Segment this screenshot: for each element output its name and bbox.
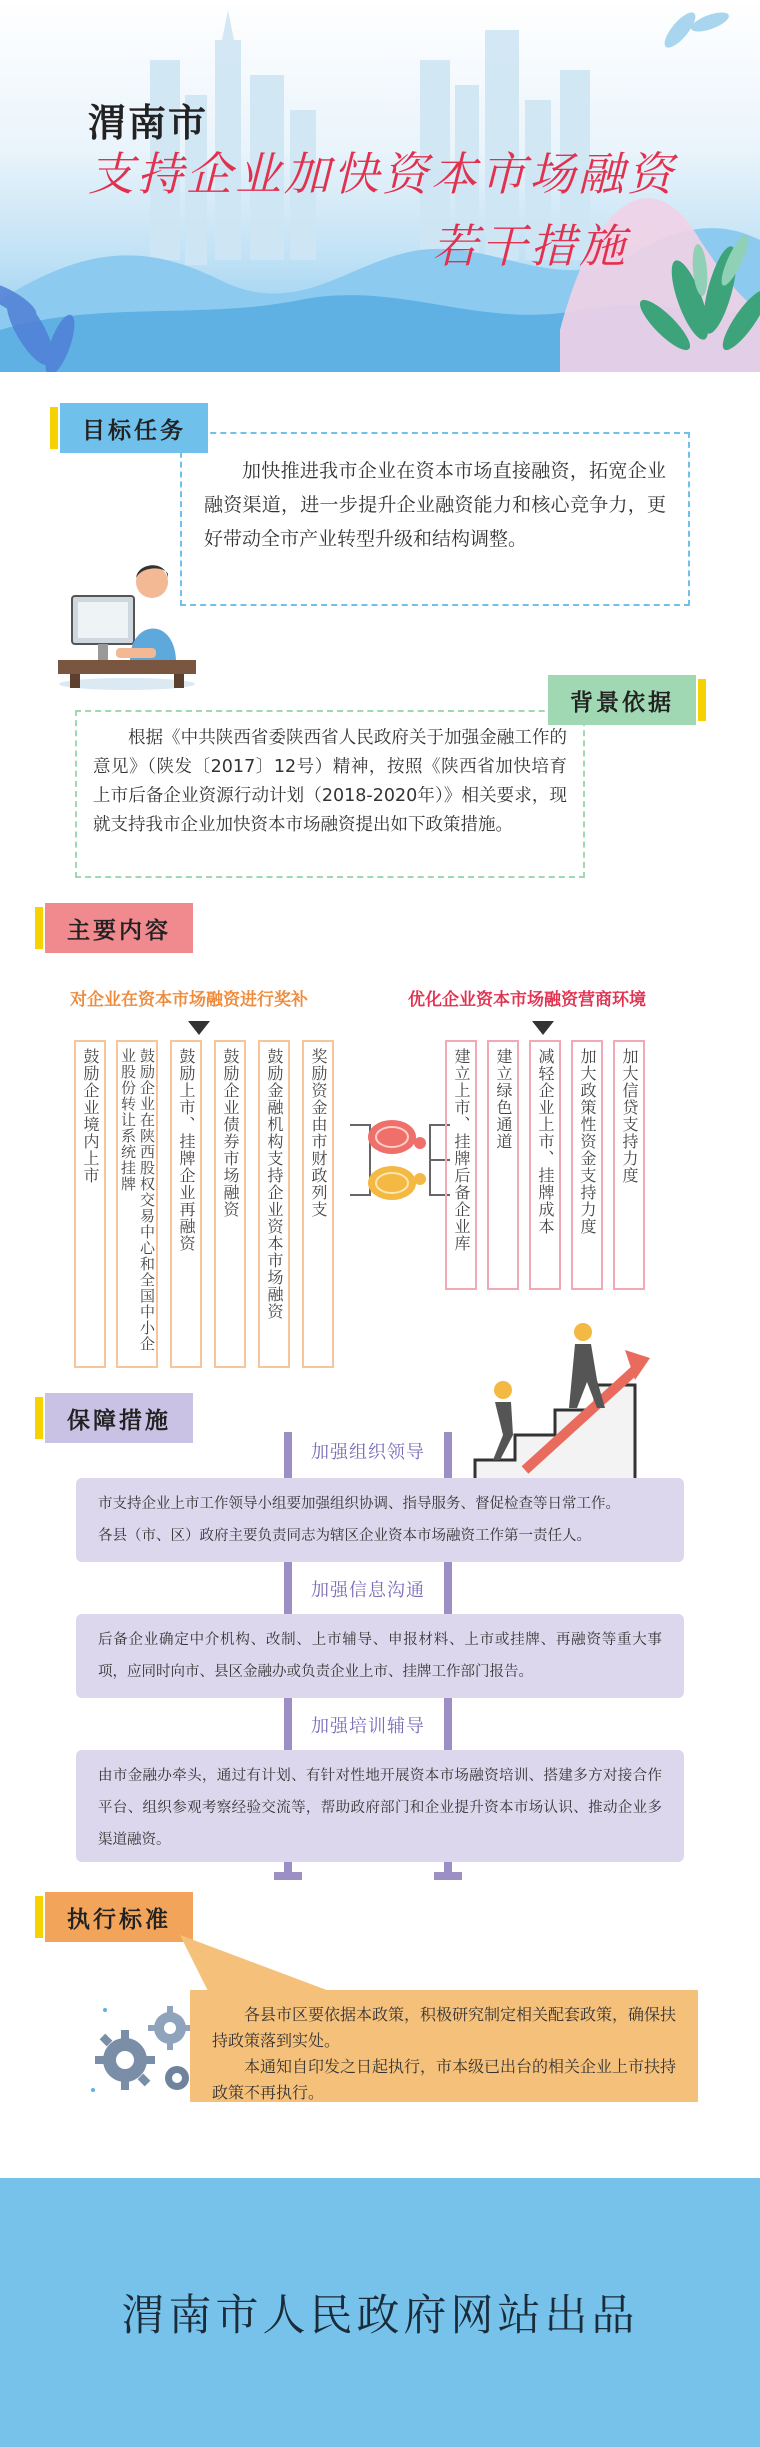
right-arrow-down-icon <box>532 1021 554 1035</box>
header-title-line1: 支持企业加快资本市场融资 <box>88 147 676 201</box>
guarantee-section-3-box <box>76 1750 684 1862</box>
header-title-line2: 若干措施 <box>432 219 628 273</box>
guarantee-foot-right <box>434 1872 462 1880</box>
header-banner <box>0 0 760 372</box>
guarantee-foot-left <box>274 1872 302 1880</box>
office-worker-icon <box>52 556 202 691</box>
left-item-3: 鼓励上市、挂牌企业再融资 <box>170 1040 202 1368</box>
left-item-4: 鼓励企业债券市场融资 <box>214 1040 246 1368</box>
left-arrow-down-icon <box>188 1021 210 1035</box>
goal-tag-label: 目标任务 <box>82 417 186 444</box>
guarantee-tag <box>45 1393 193 1443</box>
guarantee-section-3-title: 加强培训辅导 <box>292 1704 444 1746</box>
left-item-6: 奖励资金由市财政列支 <box>302 1040 334 1368</box>
execution-line-2: 本通知自印发之日起执行，市本级已出台的相关企业上市扶持政策不再执行。 <box>212 2057 677 2102</box>
main-content-tag-label: 主要内容 <box>67 917 171 944</box>
execution-tag <box>45 1892 193 1942</box>
header-city: 渭南市 <box>88 101 209 145</box>
footer <box>0 2178 760 2447</box>
guarantee-section-1-line-2: 各县（市、区）政府主要负责同志为辖区企业资本市场融资工作第一责任人。 <box>98 1528 591 1544</box>
guarantee-section-2-line-1: 后备企业确定中介机构、改制、上市辅导、申报材料、上市或挂牌、再融资等重大事项，应同时向市、县区金融办或负责企业上市、挂牌工作部门报告。 <box>98 1632 662 1680</box>
guarantee-section-2-box <box>76 1614 684 1698</box>
execution-tag-label: 执行标准 <box>67 1906 171 1933</box>
left-heading: 对企业在资本市场融资进行奖补 <box>70 990 308 1010</box>
guarantee-section-2-title: 加强信息沟通 <box>292 1568 444 1610</box>
speech-pointer-shape <box>180 1935 340 1995</box>
left-item-5: 鼓励金融机构支持企业资本市场融资 <box>258 1040 290 1368</box>
background-text-box <box>75 710 585 878</box>
execution-text-box <box>190 1990 698 2102</box>
right-item-4: 加大政策性资金支持力度 <box>571 1040 603 1290</box>
guarantee-section-1-title: 加强组织领导 <box>292 1430 444 1472</box>
background-text: 根据《中共陕西省委陕西省人民政府关于加强金融工作的意见》（陕发〔2017〕12号）精神，按照《陕西省加快培育上市后备企业资源行动计划（2018-2020年）》相关要求，现就支持我市企业加快资本市场融资提出如下政策措施。 <box>93 728 567 835</box>
guarantee-section-1-line-1: 市支持企业上市工作领导小组要加强组织协调、指导服务、督促检查等日常工作。 <box>98 1496 620 1512</box>
left-item-1: 鼓励企业境内上市 <box>74 1040 106 1368</box>
right-heading: 优化企业资本市场融资营商环境 <box>408 990 646 1010</box>
right-item-5: 加大信贷支持力度 <box>613 1040 645 1290</box>
guarantee-section-1-box <box>76 1478 684 1562</box>
left-item-2: 鼓励企业在陕西股权交易中心和全国中小企业股份转让系统挂牌 <box>116 1040 158 1368</box>
brain-connector-icon <box>350 1105 450 1215</box>
goal-text: 加快推进我市企业在资本市场直接融资，拓宽企业融资渠道，进一步提升企业融资能力和核心竞争力，更好带动全市产业转型升级和结构调整。 <box>204 460 666 550</box>
background-tag-label: 背景依据 <box>570 689 674 716</box>
footer-text: 渭南市人民政府网站出品 <box>121 2291 639 2341</box>
right-item-3: 减轻企业上市、挂牌成本 <box>529 1040 561 1290</box>
climbing-stairs-icon <box>455 1310 655 1480</box>
right-item-2: 建立绿色通道 <box>487 1040 519 1290</box>
goal-text-box <box>180 432 690 606</box>
guarantee-tag-label: 保障措施 <box>67 1407 171 1434</box>
execution-line-1: 各县市区要依据本政策，积极研究制定相关配套政策，确保扶持政策落到实处。 <box>212 2005 677 2050</box>
right-item-1: 建立上市、挂牌后备企业库 <box>445 1040 477 1290</box>
guarantee-section-3-line-1: 由市金融办牵头，通过有计划、有针对性地开展资本市场融资培训、搭建多方对接合作平台、组织参观考察经验交流等，帮助政府部门和企业提升资本市场认识、推动企业多渠道融资。 <box>98 1768 662 1848</box>
main-content-tag <box>45 903 193 953</box>
gears-icon <box>85 1990 205 2100</box>
